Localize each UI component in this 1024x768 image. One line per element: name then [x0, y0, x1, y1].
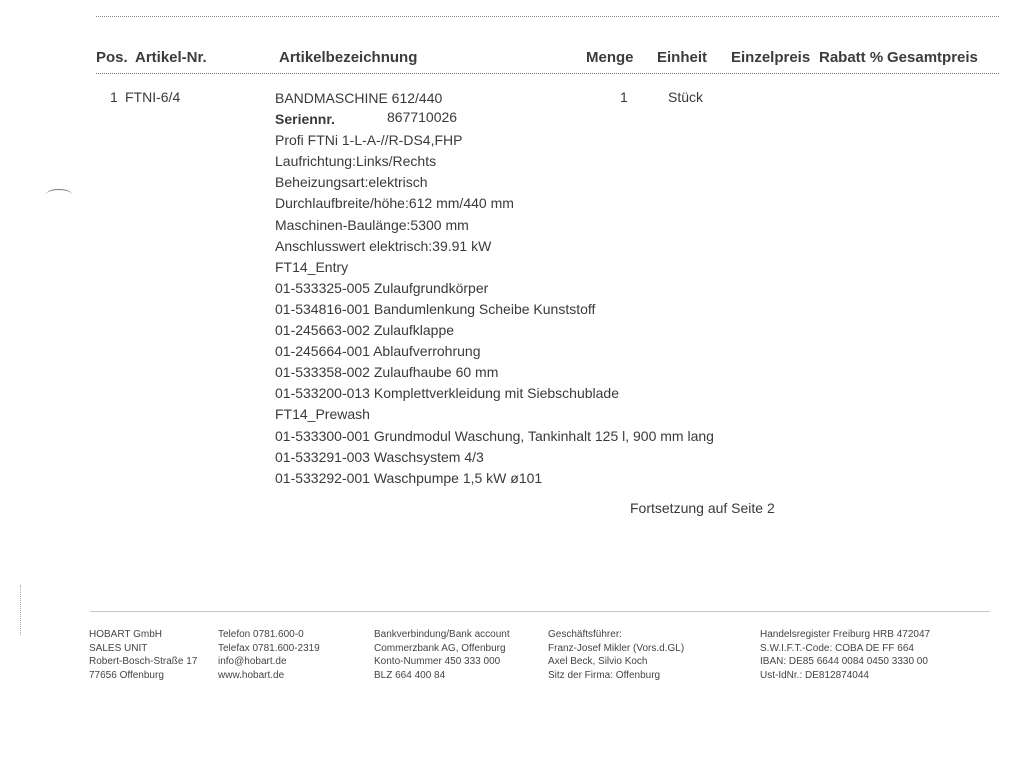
header-discount: Rabatt % — [819, 49, 884, 66]
footer-line: Geschäftsführer: — [548, 629, 622, 640]
description-line: Durchlaufbreite/höhe:612 mm/440 mm — [275, 195, 514, 212]
header-quantity: Menge — [586, 49, 634, 66]
scan-edge-marks — [20, 585, 21, 635]
footer-line: info@hobart.de — [218, 656, 287, 667]
header-pos: Pos. — [96, 49, 128, 66]
header-article-no: Artikel-Nr. — [135, 49, 207, 66]
footer-line: IBAN: DE85 6644 0084 0450 3330 00 — [760, 656, 928, 667]
description-line: Anschlusswert elektrisch:39.91 kW — [275, 237, 492, 254]
top-divider — [96, 16, 999, 17]
description-line: 01-245664-001 Ablaufverrohrung — [275, 343, 481, 360]
description-line: 01-533300-001 Grundmodul Waschung, Tankinhalt 125 l, 900 mm lang — [275, 427, 714, 444]
footer-line: Franz-Josef Mikler (Vors.d.GL) — [548, 642, 685, 654]
description-line: 01-533291-003 Waschsystem 4/3 — [275, 448, 484, 465]
footer-line: Konto-Nummer 450 333 000 — [374, 656, 501, 667]
footer-management — [548, 628, 684, 682]
header-unit: Einheit — [657, 49, 708, 66]
footer-line: Sitz der Firma: Offenburg — [548, 669, 661, 681]
footer-register — [760, 628, 930, 682]
footer-line: www.hobart.de — [218, 669, 285, 681]
header-divider — [96, 73, 999, 74]
footer-line: Axel Beck, Silvio Koch — [548, 656, 648, 667]
footer-line: HOBART GmbH — [89, 629, 162, 640]
serial-number: 867710026 — [387, 109, 458, 125]
description-line: 01-533200-013 Komplettverkleidung mit Siebschublade — [275, 385, 619, 402]
row-unit: Stück — [668, 89, 704, 105]
footer-company — [89, 628, 197, 682]
footer-divider — [90, 611, 990, 612]
description-line: Laufrichtung:Links/Rechts — [275, 153, 437, 170]
description-line: Beheizungsart:elektrisch — [275, 174, 428, 191]
footer-line: Handelsregister Freiburg HRB 472047 — [760, 629, 931, 640]
description-line: Maschinen-Baulänge:5300 mm — [275, 216, 469, 233]
description-line: BANDMASCHINE 612/440 — [275, 90, 443, 106]
footer-line: Telefax 0781.600-2319 — [218, 642, 320, 654]
header-total-price: Gesamtpreis — [887, 49, 978, 66]
continuation-note: Fortsetzung auf Seite 2 — [630, 500, 775, 516]
footer-line: Ust-IdNr.: DE812874044 — [760, 669, 869, 681]
footer-bank — [374, 628, 510, 682]
footer-line: Bankverbindung/Bank account — [374, 629, 510, 640]
footer-line: Robert-Bosch-Straße 17 — [89, 656, 198, 667]
description-line: 01-245663-002 Zulaufklappe — [275, 322, 455, 339]
description-line: 01-534816-001 Bandumlenkung Scheibe Kunststoff — [275, 300, 596, 317]
footer-line: 77656 Offenburg — [89, 669, 164, 681]
description-line: 01-533358-002 Zulaufhaube 60 mm — [275, 364, 499, 381]
description-line: FT14_Prewash — [275, 406, 370, 423]
row-pos: 1 — [110, 89, 118, 105]
row-article-no: FTNI-6/4 — [125, 89, 181, 105]
footer-line: S.W.I.F.T.-Code: COBA DE FF 664 — [760, 642, 914, 654]
row-quantity: 1 — [620, 89, 628, 105]
footer-line: Commerzbank AG, Offenburg — [374, 642, 506, 654]
serial-label: Seriennr. — [275, 111, 335, 128]
footer-line: Telefon 0781.600-0 — [218, 629, 304, 640]
description-line: Profi FTNi 1-L-A-//R-DS4,FHP — [275, 132, 463, 149]
scan-artifact-mark — [46, 189, 72, 200]
description-line: 01-533292-001 Waschpumpe 1,5 kW ø101 — [275, 469, 543, 486]
description-line: 01-533325-005 Zulaufgrundkörper — [275, 279, 489, 296]
footer-contact — [218, 628, 320, 682]
footer-line: BLZ 664 400 84 — [374, 669, 446, 681]
header-description: Artikelbezeichnung — [279, 49, 418, 66]
item-description — [275, 88, 895, 489]
footer-line: SALES UNIT — [89, 642, 148, 654]
description-line: FT14_Entry — [275, 258, 349, 275]
header-unit-price: Einzelpreis — [731, 49, 811, 66]
